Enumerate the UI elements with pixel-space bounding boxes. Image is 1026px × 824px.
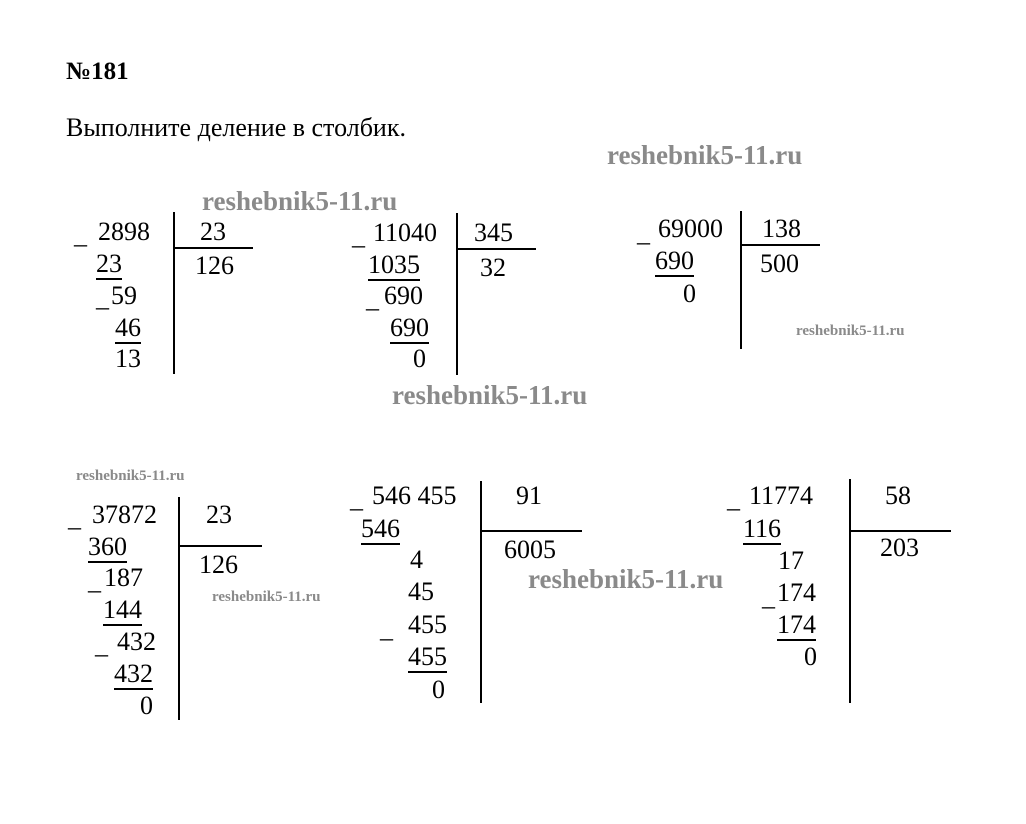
minus-sign: _: [350, 484, 363, 513]
step-subtrahend: 455: [408, 642, 447, 671]
final-remainder: 0: [804, 642, 817, 671]
dividend: 546 455: [372, 481, 457, 510]
step-remainder: 455: [408, 610, 447, 639]
step-subtrahend: 690: [390, 313, 429, 342]
final-remainder: 0: [432, 675, 445, 704]
divisor: 58: [885, 481, 911, 510]
division-bar: [480, 481, 482, 703]
minus-sign: _: [68, 503, 81, 532]
divisor: 345: [474, 218, 513, 247]
minus-sign: _: [366, 284, 379, 313]
step-subtrahend: 23: [96, 249, 122, 278]
dividend: 2898: [98, 217, 150, 246]
division-bar: [178, 497, 180, 720]
watermark: reshebnik5-11.ru: [76, 468, 185, 484]
minus-sign: _: [74, 220, 87, 249]
divisor: 23: [200, 217, 226, 246]
step-remainder: 45: [408, 577, 434, 606]
step-subtrahend: 144: [103, 595, 142, 624]
step-subtrahend: 116: [743, 514, 782, 543]
step-remainder: 187: [104, 563, 143, 592]
quotient: 500: [760, 249, 799, 278]
step-subtrahend: 174: [777, 610, 816, 639]
quotient: 6005: [504, 535, 556, 564]
quotient-line: [740, 244, 820, 246]
final-remainder: 13: [115, 344, 141, 373]
divisor: 138: [762, 214, 801, 243]
quotient-line: [173, 247, 253, 249]
divisor: 91: [516, 481, 542, 510]
quotient-line: [456, 248, 536, 250]
minus-sign: _: [95, 630, 108, 659]
exercise-number: №181: [66, 58, 129, 85]
quotient-line: [480, 530, 582, 532]
quotient: 126: [199, 550, 238, 579]
minus-sign: _: [96, 283, 109, 312]
step-remainder: 690: [384, 281, 423, 310]
step-remainder: 174: [777, 578, 816, 607]
watermark: reshebnik5-11.ru: [202, 186, 398, 216]
minus-sign: _: [762, 582, 775, 611]
quotient-line: [178, 545, 262, 547]
dividend: 37872: [92, 500, 157, 529]
watermark: reshebnik5-11.ru: [528, 564, 724, 594]
watermark: reshebnik5-11.ru: [392, 380, 588, 410]
dividend: 11040: [373, 218, 438, 247]
final-remainder: 0: [413, 344, 426, 373]
step-remainder: 4: [410, 545, 423, 574]
final-remainder: 0: [140, 691, 153, 720]
step-subtrahend: 46: [115, 313, 141, 342]
final-remainder: 0: [683, 279, 696, 308]
dividend: 11774: [749, 481, 814, 510]
watermark: reshebnik5-11.ru: [607, 140, 803, 170]
step-remainder: 17: [778, 546, 804, 575]
division-bar: [456, 213, 458, 375]
quotient: 126: [195, 251, 234, 280]
step-subtrahend: 360: [88, 532, 127, 561]
minus-sign: _: [637, 218, 650, 247]
divisor: 23: [206, 500, 232, 529]
quotient: 32: [480, 253, 506, 282]
task-text: Выполните деление в столбик.: [66, 113, 406, 142]
step-subtrahend: 432: [114, 659, 153, 688]
minus-sign: _: [380, 614, 393, 643]
dividend: 69000: [658, 214, 723, 243]
division-bar: [173, 212, 175, 374]
division-bar: [849, 479, 851, 703]
quotient-line: [849, 530, 951, 532]
minus-sign: _: [727, 484, 740, 513]
minus-sign: _: [352, 221, 365, 250]
step-subtrahend: 546: [361, 514, 400, 543]
watermark: reshebnik5-11.ru: [212, 589, 321, 605]
quotient: 203: [880, 533, 919, 562]
step-remainder: 432: [117, 627, 156, 656]
division-bar: [740, 211, 742, 349]
minus-sign: _: [88, 566, 101, 595]
watermark: reshebnik5-11.ru: [796, 323, 905, 339]
step-subtrahend: 690: [655, 246, 694, 275]
step-remainder: 59: [111, 281, 137, 310]
step-subtrahend: 1035: [368, 250, 420, 279]
